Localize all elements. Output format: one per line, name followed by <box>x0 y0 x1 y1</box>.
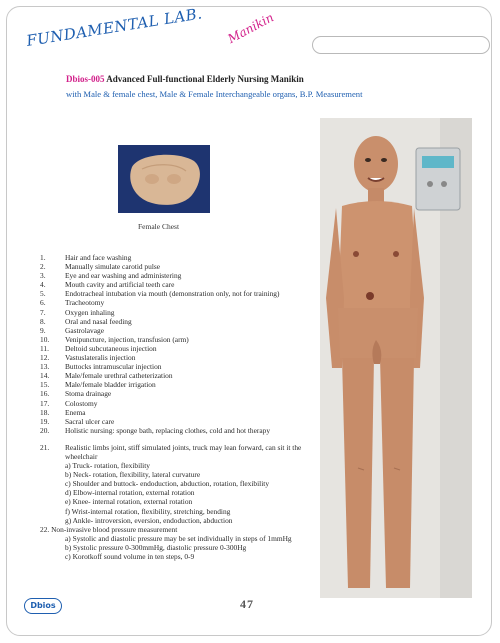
list-item <box>40 380 330 389</box>
item-number: 11. <box>40 343 49 353</box>
list-item <box>40 262 330 271</box>
list-item <box>40 353 330 362</box>
item-number: 3. <box>40 271 46 281</box>
item-text: Male/female bladder irrigation <box>65 380 156 390</box>
item-number: 20. <box>40 425 50 435</box>
item-number: 21. <box>40 442 50 452</box>
item-text: Sacral ulcer care <box>65 416 115 426</box>
list-item <box>40 289 330 298</box>
header-decorative-pill <box>312 36 490 54</box>
list-item <box>40 362 330 371</box>
item-number: 2. <box>40 262 46 272</box>
item-number: 18. <box>40 407 50 417</box>
list-item <box>40 344 330 353</box>
list-item <box>40 271 330 280</box>
page-number: 47 <box>240 597 254 611</box>
item-text: Manually simulate carotid pulse <box>65 262 161 272</box>
product-subtitle: with Male & female chest, Male & Female Interchangeable organs, B.P. Measurement <box>66 89 363 99</box>
item-text: Eye and ear washing and administering <box>65 271 182 281</box>
list-item <box>40 417 330 426</box>
item-number: 14. <box>40 371 50 381</box>
list-subitem: a) Truck- rotation, flexibility <box>65 461 150 471</box>
product-title <box>66 74 304 84</box>
list-subitem: c) Shoulder and buttock- endoduction, abduction, rotation, flexibility <box>65 479 270 489</box>
item-text: Realistic limbs joint, stiff simulated joints, truck may lean forward, can sit it the wheelchair <box>65 442 302 461</box>
item-number: 6. <box>40 298 46 308</box>
figure-caption: Female Chest <box>138 222 180 231</box>
list-subitem: f) Wrist-internal rotation, flexibility, stretching, bending <box>65 506 231 516</box>
list-subitem: e) Knee- internal rotation, external rotation <box>65 497 193 507</box>
list-item <box>40 335 330 344</box>
item-text: Deltoid subcutaneous injection <box>65 343 157 353</box>
brand-title: FUNDAMENTAL LAB. <box>25 4 204 51</box>
list-subitem: g) Ankle- introversion, eversion, endoduction, abduction <box>65 515 233 525</box>
item-number: 16. <box>40 389 50 399</box>
item-text: Enema <box>65 407 86 417</box>
item-text: Venipuncture, injection, transfusion (arm) <box>65 334 189 344</box>
list-item <box>40 426 330 435</box>
list-item <box>40 308 330 317</box>
list-subitem: b) Systolic pressure 0-300mmHg, diastolic pressure 0-300Hg <box>65 542 247 552</box>
item-text: Endotracheal intubation via mouth (demonstration only, not for training) <box>65 289 280 299</box>
item-number: 13. <box>40 362 50 372</box>
feature-list <box>40 253 330 561</box>
list-item <box>40 317 330 326</box>
item-number: 7. <box>40 307 46 317</box>
list-subitem: d) Elbow-internal rotation, external rotation <box>65 488 195 498</box>
list-item <box>40 408 330 417</box>
item-text: Gastrolavage <box>65 325 104 335</box>
item-number: 5. <box>40 289 46 299</box>
item-text: Oxygen inhaling <box>65 307 115 317</box>
list-item <box>40 253 330 262</box>
item-text: Colostomy <box>65 398 98 408</box>
list-subitem: b) Neck- rotation, flexibility, lateral curvature <box>65 470 201 480</box>
item-number: 10. <box>40 334 50 344</box>
item-text: Tracheotomy <box>65 298 105 308</box>
footer-logo: Dbios <box>24 598 62 614</box>
item-number: 19. <box>40 416 50 426</box>
list-subitem: c) Korotkoff sound volume in ten steps, 0-9 <box>65 552 195 561</box>
product-name: Advanced Full-functional Elderly Nursing Manikin <box>106 74 304 84</box>
list-item <box>40 326 330 335</box>
item-text: Stoma drainage <box>65 389 112 399</box>
item-text: Oral and nasal feeding <box>65 316 132 326</box>
item-number: 17. <box>40 398 50 408</box>
item-text: Mouth cavity and artificial teeth care <box>65 280 175 290</box>
category-tag: Manikin <box>225 10 277 47</box>
list-item <box>40 399 330 408</box>
item-number: 4. <box>40 280 46 290</box>
list-item: 22. Non-invasive blood pressure measurement <box>40 524 178 534</box>
item-text: Holistic nursing: sponge bath, replacing clothes, cold and hot therapy <box>65 425 271 435</box>
item-number: 15. <box>40 380 50 390</box>
item-text: Hair and face washing <box>65 253 132 262</box>
list-item <box>40 389 330 398</box>
list-item <box>40 371 330 380</box>
list-subitem: a) Systolic and diastolic pressure may be set individually in steps of 1mmHg <box>65 533 292 543</box>
item-text: Male/female urethral catheterization <box>65 371 173 381</box>
list-item <box>40 443 330 461</box>
list-item <box>40 298 330 307</box>
item-number: 1. <box>40 253 46 262</box>
item-number: 12. <box>40 353 50 363</box>
female-chest-photo <box>118 145 210 213</box>
item-number: 8. <box>40 316 46 326</box>
item-number: 9. <box>40 325 46 335</box>
item-text: Vastuslateralis injection <box>65 353 136 363</box>
product-code: Dbios-005 <box>66 74 105 84</box>
list-item <box>40 280 330 289</box>
manikin-photo <box>320 118 472 598</box>
item-text: Buttocks intramuscular injection <box>65 362 162 372</box>
